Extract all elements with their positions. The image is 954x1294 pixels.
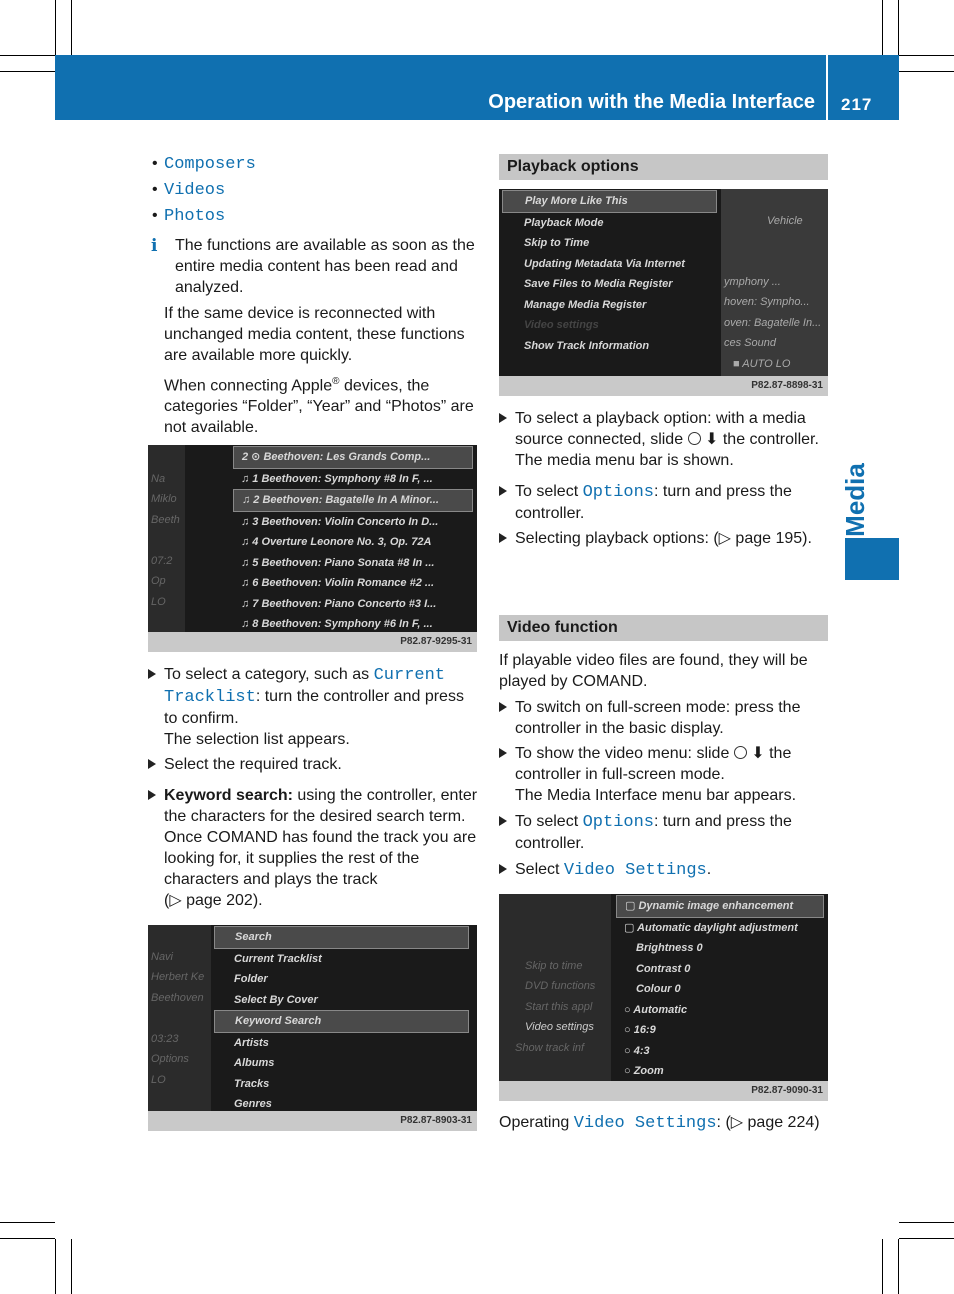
menu-item: ♫ 1 Beethoven: Symphony #8 In F, ... <box>241 472 433 485</box>
screenshot-menu <box>233 446 473 635</box>
info-icon: i <box>151 236 158 256</box>
menu-item: Video settings <box>524 319 599 331</box>
menu-item: Play More Like This <box>502 190 717 213</box>
arrow-icon <box>148 759 156 769</box>
info-paragraph: The functions are available as soon as the entire media content has been read and analyzed. <box>175 237 475 296</box>
pane-item: Show track inf <box>515 1041 585 1054</box>
menu-item: Colour 0 <box>636 983 681 995</box>
figure-code: P82.87-9295-31 <box>148 632 477 652</box>
menu-term: Options <box>582 813 655 832</box>
step-result: The Media Interface menu bar appears. <box>515 787 797 804</box>
screenshot-playback-menu <box>499 189 828 396</box>
pane-item: Beeth <box>151 513 180 526</box>
controller-icon <box>734 746 747 759</box>
pane-item: DVD functions <box>525 980 596 992</box>
section-tab-label: Media <box>839 463 870 537</box>
crop-mark <box>899 55 954 56</box>
menu-item: Manage Media Register <box>524 298 647 311</box>
crop-mark <box>0 1222 55 1223</box>
pane-item: ymphony ... <box>724 275 781 288</box>
crop-mark <box>898 1239 899 1294</box>
pane-item: Video settings <box>525 1021 594 1033</box>
menu-item: ○ 16:9 <box>624 1024 656 1036</box>
crop-mark <box>899 1222 954 1223</box>
pane-item: hoven: Sympho... <box>724 296 810 308</box>
figure-code: P82.87-9090-31 <box>499 1081 828 1101</box>
pane-item: Start this appl <box>525 1000 593 1013</box>
arrow-icon <box>499 533 507 543</box>
pane-item <box>499 894 611 915</box>
menu-item: ▢ Automatic daylight adjustment <box>624 921 798 934</box>
screenshot-menu <box>616 895 824 1082</box>
crop-mark <box>899 71 954 72</box>
menu-item: ♫ 8 Beethoven: Symphony #6 In F, ... <box>241 618 433 630</box>
crop-mark <box>55 1239 56 1294</box>
instruction-step <box>499 811 829 854</box>
figure-code: P82.87-8903-31 <box>148 1111 477 1131</box>
menu-item: Tracks <box>234 1077 270 1090</box>
info-note <box>148 235 478 438</box>
pane-item <box>148 448 185 469</box>
instruction-step <box>499 859 829 881</box>
menu-term: Options <box>582 483 655 502</box>
screenshot-video-settings <box>499 894 828 1101</box>
screenshot-left-pane <box>148 925 211 1111</box>
pane-item <box>499 935 611 956</box>
menu-term: Video Settings <box>563 861 707 880</box>
screenshot-search-menu <box>148 925 477 1131</box>
screenshot-menu <box>214 926 469 1115</box>
menu-item: Save Files to Media Register <box>524 278 673 290</box>
pane-item: Options <box>151 1053 189 1065</box>
pane-item: oven: Bagatelle In... <box>724 316 822 329</box>
arrow-icon <box>499 486 507 496</box>
page-title: Operation with the Media Interface <box>488 91 815 113</box>
menu-term: Current Tracklist <box>164 666 446 707</box>
figure-code: P82.87-8898-31 <box>499 376 828 396</box>
pane-item <box>499 915 611 936</box>
instruction-step <box>148 785 478 911</box>
instruction-step <box>499 528 829 549</box>
instruction-step <box>499 697 829 739</box>
crop-mark <box>0 71 55 72</box>
menu-item: Artists <box>234 1036 269 1049</box>
menu-item: Skip to Time <box>524 237 590 249</box>
info-paragraph <box>164 371 478 438</box>
text: devices, the categories “Folder”, “Year” and “Photos” are not available. <box>164 377 474 437</box>
menu-item: 2 ⊙ Beethoven: Les Grands Comp... <box>233 446 473 469</box>
figure-caption <box>499 1112 829 1134</box>
menu-item: ▢ Dynamic image enhancement <box>616 895 824 918</box>
text: Select the required track. <box>164 756 342 773</box>
step-result: The media menu bar is shown. <box>515 452 734 469</box>
text: To switch on full-screen mode: press the controller in the basic display. <box>515 699 801 737</box>
crop-mark <box>898 0 899 55</box>
playback-steps <box>499 408 829 549</box>
text: To select <box>515 483 583 500</box>
menu-item: Search <box>214 926 469 949</box>
menu-item: ○ Zoom <box>624 1065 664 1077</box>
left-column <box>148 153 478 438</box>
menu-item: Brightness 0 <box>636 942 703 954</box>
text: To select a category, such as <box>164 666 374 683</box>
page-reference: (▷ page 202). <box>164 892 263 909</box>
menu-item: ○ 4:3 <box>624 1044 650 1057</box>
info-paragraph: If the same device is reconnected with unchanged media content, these functions are available more quickly. <box>164 305 465 364</box>
menu-item: Albums <box>234 1057 275 1069</box>
arrow-icon <box>499 702 507 712</box>
pane-item: Vehicle <box>767 215 803 227</box>
screenshot-left-pane <box>499 894 611 1081</box>
crop-mark <box>0 1238 55 1239</box>
menu-item: Contrast 0 <box>636 962 691 975</box>
arrow-icon <box>499 816 507 826</box>
text: Operating <box>499 1114 574 1131</box>
header-divider <box>826 55 828 120</box>
text: : turn the controller and press to confirm. <box>164 688 464 727</box>
bold-label: Keyword search: <box>164 787 293 804</box>
crop-mark <box>55 0 56 55</box>
text: . <box>706 861 712 878</box>
section-heading: Video function <box>499 615 828 641</box>
crop-mark <box>882 0 883 55</box>
crop-mark <box>0 55 55 56</box>
crop-mark <box>71 0 72 55</box>
pane-item: Skip to time <box>525 959 583 972</box>
text: the controller. <box>718 431 819 448</box>
menu-item: ♫ 4 Overture Leonore No. 3, Op. 72A <box>241 536 432 548</box>
text: When connecting Apple <box>164 377 333 395</box>
crop-mark <box>899 1238 954 1239</box>
pane-item: LO <box>151 595 166 608</box>
section-tab <box>845 538 899 580</box>
text: the controller in full-screen mode. <box>515 745 792 783</box>
menu-item: ♫ 3 Beethoven: Violin Concerto In D... <box>241 515 439 528</box>
menu-item: Folder <box>234 973 268 985</box>
text: To select a playback option: with a media source connected, slide <box>515 410 806 448</box>
slide-down-icon: ⬇ <box>751 745 765 762</box>
arrow-icon <box>148 790 156 800</box>
pane-item <box>148 926 211 947</box>
pane-item: Op <box>151 575 166 587</box>
text: : turn and press the controller. <box>515 813 792 852</box>
menu-item: Playback Mode <box>524 216 604 229</box>
page-header <box>55 55 899 120</box>
menu-item: Current Tracklist <box>234 952 322 965</box>
instruction-step <box>148 754 478 775</box>
text: Select <box>515 861 564 878</box>
menu-term: Videos <box>164 181 226 200</box>
menu-item: Show Track Information <box>524 339 650 352</box>
text: : turn and press the controller. <box>515 483 792 522</box>
menu-item: ○ Automatic <box>624 1003 688 1016</box>
section-heading: Playback options <box>499 154 828 180</box>
screenshot-tracklist <box>148 445 477 652</box>
pane-item: ■ AUTO LO <box>733 357 791 370</box>
step-result: The selection list appears. <box>164 731 350 748</box>
pane-item <box>148 1008 211 1029</box>
pane-item: ces Sound <box>724 337 776 349</box>
menu-item: ♫ 2 Beethoven: Bagatelle In A Minor... <box>233 489 473 512</box>
list-item <box>148 205 478 227</box>
instruction-step <box>499 743 829 806</box>
menu-term: Composers <box>164 155 256 174</box>
arrow-icon <box>499 864 507 874</box>
instruction-step <box>499 408 829 471</box>
arrow-icon <box>499 413 507 423</box>
crop-mark <box>882 1239 883 1294</box>
text: Selecting playback options: (▷ page 195). <box>515 530 812 547</box>
video-steps <box>499 650 829 881</box>
list-item <box>148 153 478 175</box>
pane-item <box>148 530 185 551</box>
text: using the controller, enter the characters for the desired search term. Once COMAND has found the track you are looking for, it supplies the rest of the characters and plays the track <box>164 787 478 888</box>
arrow-icon <box>499 748 507 758</box>
paragraph: If playable video files are found, they will be played by COMAND. <box>499 652 808 690</box>
pane-item: LO <box>151 1073 166 1086</box>
slide-down-icon: ⬇ <box>705 431 719 448</box>
menu-item: ♫ 5 Beethoven: Piano Sonata #8 In ... <box>241 556 435 569</box>
menu-term: Video Settings <box>573 1114 717 1133</box>
screenshot-menu <box>502 190 717 356</box>
pane-item: 03:23 <box>151 1032 179 1045</box>
controller-icon <box>688 432 701 445</box>
screenshot-left-pane <box>148 445 185 632</box>
instruction-step <box>499 481 829 524</box>
pane-item: Na <box>151 472 166 485</box>
pane-item: Herbert Ke <box>151 971 205 983</box>
text: To show the video menu: slide <box>515 745 734 762</box>
menu-item: Keyword Search <box>214 1010 469 1033</box>
crop-mark <box>71 1239 72 1294</box>
registered-mark: ® <box>332 376 340 387</box>
pane-item: 07:2 <box>151 554 173 567</box>
menu-item: ♫ 7 Beethoven: Piano Concerto #3 I... <box>241 597 437 610</box>
menu-item: Genres <box>234 1098 272 1110</box>
left-steps <box>148 664 478 911</box>
text: : (▷ page 224) <box>716 1114 820 1131</box>
text: To select <box>515 813 583 830</box>
pane-item: Navi <box>151 950 174 963</box>
page-number: 217 <box>841 95 873 114</box>
list-item <box>148 179 478 201</box>
instruction-step <box>148 664 478 750</box>
menu-item: Updating Metadata Via Internet <box>524 257 685 270</box>
menu-item: ♫ 6 Beethoven: Violin Romance #2 ... <box>241 577 435 589</box>
pane-item: Miklo <box>151 493 177 505</box>
arrow-icon <box>148 669 156 679</box>
pane-item: Beethoven <box>151 991 204 1004</box>
menu-item: Select By Cover <box>234 993 318 1006</box>
menu-term: Photos <box>164 207 226 226</box>
screenshot-right-pane <box>721 189 828 376</box>
